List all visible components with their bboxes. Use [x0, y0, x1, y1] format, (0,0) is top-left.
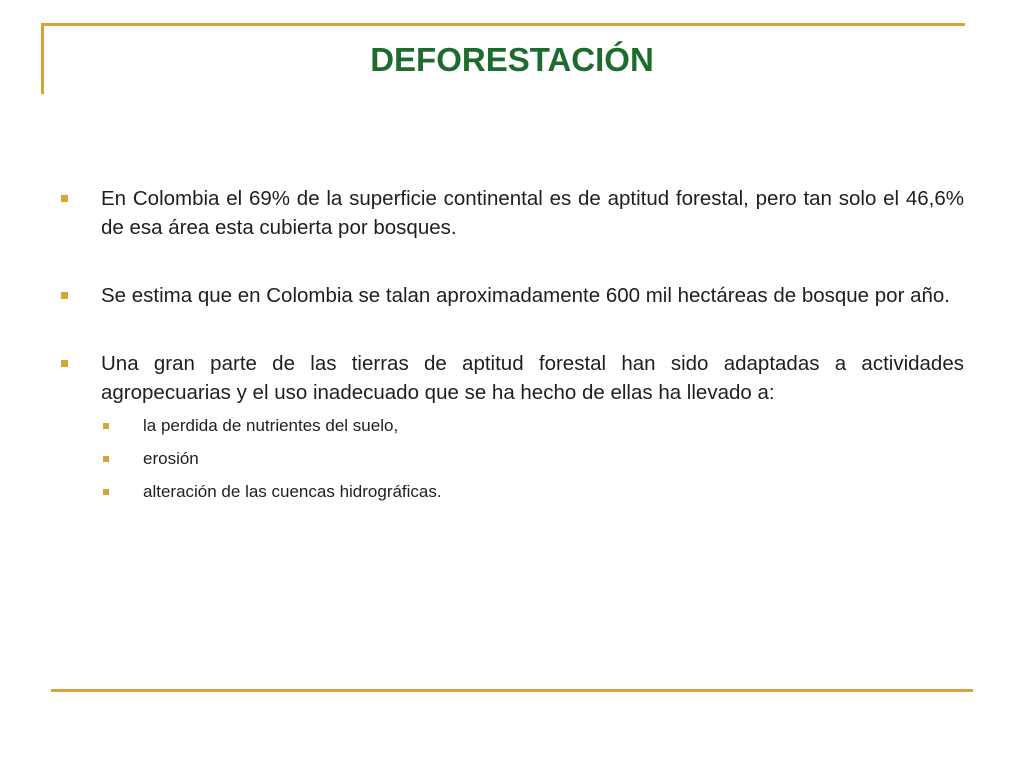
frame-top-line: [41, 23, 965, 26]
bullet-text: En Colombia el 69% de la superficie continental es de aptitud forestal, pero tan solo el 46,6% de esa área esta cubierta por bosques.: [101, 187, 964, 239]
sub-bullet-text: alteración de las cuencas hidrográficas.: [143, 482, 442, 501]
sub-bullet-item: [60, 481, 964, 503]
square-bullet-icon: [103, 456, 109, 462]
sub-bullet-item: [60, 415, 964, 437]
sub-bullet-text: la perdida de nutrientes del suelo,: [143, 416, 399, 435]
bullet-text: Se estima que en Colombia se talan aproximadamente 600 mil hectáreas de bosque por año.: [101, 284, 950, 307]
bullet-item: [60, 184, 964, 242]
square-bullet-icon: [61, 292, 68, 299]
slide-body: [60, 184, 964, 514]
frame-bottom-line: [51, 689, 973, 692]
frame-left-line: [41, 23, 44, 94]
square-bullet-icon: [61, 195, 68, 202]
slide-title: DEFORESTACIÓN: [370, 41, 654, 78]
bullet-item: [60, 281, 964, 310]
sub-bullet-item: [60, 448, 964, 470]
square-bullet-icon: [61, 360, 68, 367]
square-bullet-icon: [103, 423, 109, 429]
bullet-text: Una gran parte de las tierras de aptitud forestal han sido adaptadas a actividades agropecuarias y el uso inadecuado que se ha hecho de ellas ha llevado a:: [101, 352, 964, 404]
sub-bullet-text: erosión: [143, 449, 199, 468]
bullet-item: [60, 349, 964, 407]
square-bullet-icon: [103, 489, 109, 495]
